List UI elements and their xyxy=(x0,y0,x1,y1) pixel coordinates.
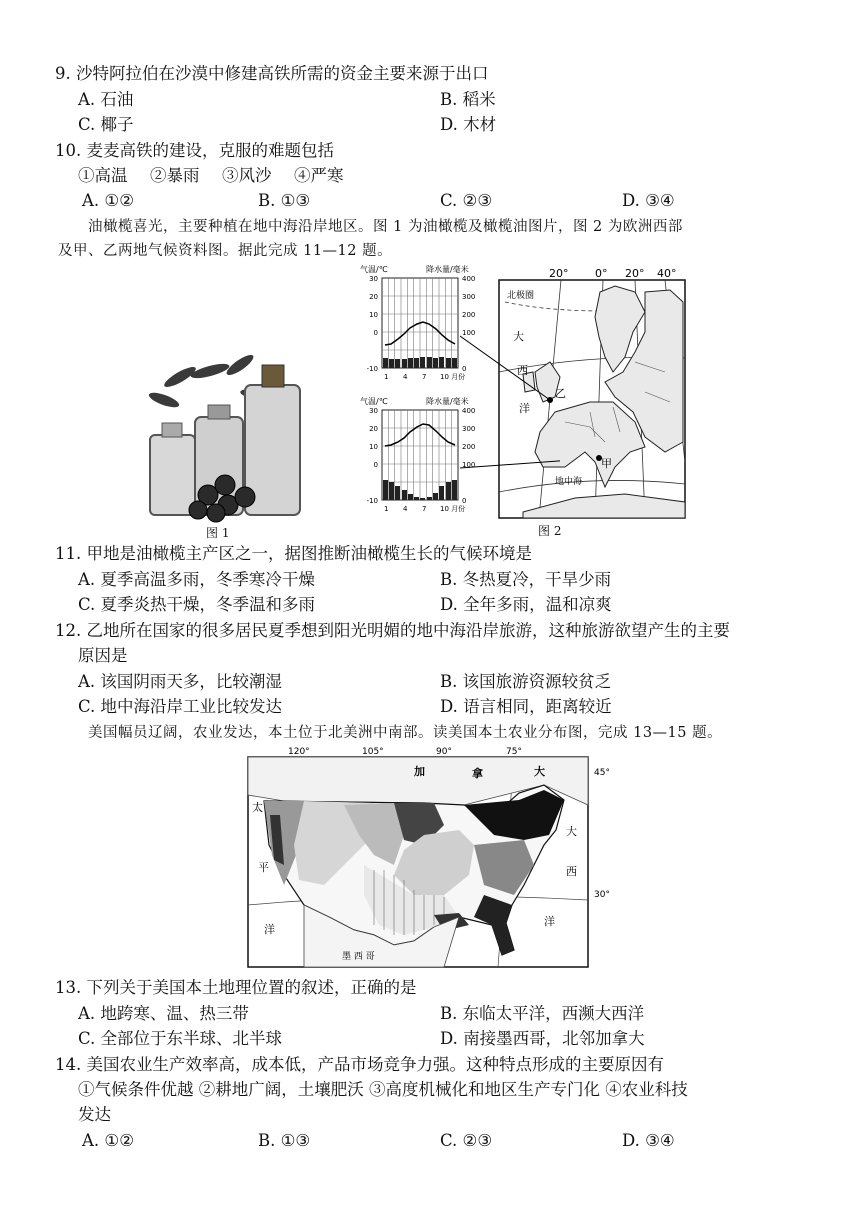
q13-option-a: A. 地跨寒、温、热三带 xyxy=(78,1004,249,1023)
climate-lower-precip-label: 降水量/毫米 xyxy=(426,397,469,406)
svg-text:墨 西 哥: 墨 西 哥 xyxy=(342,952,375,962)
svg-text:30: 30 xyxy=(369,275,378,283)
svg-text:平: 平 xyxy=(258,861,269,874)
svg-text:1: 1 xyxy=(384,373,389,381)
q10-sub-4: ④严寒 xyxy=(294,166,344,185)
q9-option-a: A. 石油 xyxy=(78,90,134,109)
svg-text:大: 大 xyxy=(513,330,524,343)
q11-option-a: A. 夏季高温多雨，冬季寒冷干燥 xyxy=(78,570,315,589)
q14-sub-line1: ①气候条件优越 ②耕地广阔，土壤肥沃 ③高度机械化和地区生产专门化 ④农业科技 xyxy=(78,1080,688,1099)
svg-text:地中海: 地中海 xyxy=(555,477,583,487)
svg-text:0: 0 xyxy=(373,329,378,337)
q9-stem: 9. 沙特阿拉伯在沙漠中修建高铁所需的资金主要来源于出口 xyxy=(55,64,489,83)
svg-text:100: 100 xyxy=(462,329,476,337)
svg-text:甲: 甲 xyxy=(601,457,612,470)
svg-text:10: 10 xyxy=(369,443,378,451)
climate-upper-temp-label: 气温/℃ xyxy=(360,265,388,274)
svg-text:75°: 75° xyxy=(506,747,522,757)
svg-text:400: 400 xyxy=(462,407,476,415)
svg-text:20: 20 xyxy=(369,293,378,301)
svg-text:90°: 90° xyxy=(436,747,452,757)
svg-text:洋: 洋 xyxy=(264,923,275,936)
climate-upper-precip-label: 降水量/毫米 xyxy=(426,265,469,274)
q10-sub-1: ①高温 xyxy=(78,166,128,185)
svg-text:洋: 洋 xyxy=(519,402,530,415)
q10-option-d: D. ③④ xyxy=(622,191,675,210)
svg-text:北极圈: 北极圈 xyxy=(507,291,535,301)
q10-stem: 10. 麦麦高铁的建设，克服的难题包括 xyxy=(55,141,334,160)
svg-text:300: 300 xyxy=(462,425,476,433)
q11-option-d: D. 全年多雨，温和凉爽 xyxy=(440,595,612,614)
svg-text:西: 西 xyxy=(566,865,577,878)
svg-text:7: 7 xyxy=(422,505,427,513)
figure1-caption: 图 1 xyxy=(206,526,230,540)
svg-text:20: 20 xyxy=(369,425,378,433)
q14-option-c: C. ②③ xyxy=(440,1131,493,1150)
svg-text:0°: 0° xyxy=(595,267,608,280)
svg-text:0: 0 xyxy=(462,497,467,505)
q11-stem: 11. 甲地是油橄榄主产区之一，据图推断油橄榄生长的气候环境是 xyxy=(55,544,532,563)
q13-stem: 13. 下列关于美国本土地理位置的叙述，正确的是 xyxy=(55,978,417,997)
svg-text:45°: 45° xyxy=(594,768,610,778)
svg-text:40°: 40° xyxy=(657,267,677,280)
svg-text:10: 10 xyxy=(369,311,378,319)
svg-text:1: 1 xyxy=(384,505,389,513)
svg-text:30: 30 xyxy=(369,407,378,415)
svg-text:7: 7 xyxy=(422,373,427,381)
svg-text:105°: 105° xyxy=(362,747,384,757)
q14-option-a: A. ①② xyxy=(82,1131,134,1150)
climate-lower-temp-label: 气温/℃ xyxy=(360,397,388,406)
q14-sub-line2: 发达 xyxy=(78,1105,111,1124)
figure1-olive-photo xyxy=(140,355,320,525)
svg-text:-10: -10 xyxy=(366,497,378,505)
intro-olive-line2: 及甲、乙两地气候资料图。据此完成 11—12 题。 xyxy=(58,243,393,259)
q9-option-c: C. 椰子 xyxy=(78,115,134,134)
svg-text:20°: 20° xyxy=(625,267,645,280)
q12-option-d: D. 语言相同，距离较近 xyxy=(440,697,612,716)
svg-text:4: 4 xyxy=(403,373,408,381)
q10-sub-3: ③风沙 xyxy=(222,166,272,185)
q10-option-a: A. ①② xyxy=(82,191,134,210)
intro-usa: 美国幅员辽阔，农业发达，本土位于北美洲中南部。读美国本土农业分布图，完成 13—15 题。 xyxy=(88,725,723,741)
q11-option-c: C. 夏季炎热干燥，冬季温和多雨 xyxy=(78,595,316,614)
chart-pointer-lines xyxy=(460,330,560,480)
svg-text:10 月份: 10 月份 xyxy=(440,505,466,513)
q12-option-b: B. 该国旅游资源较贫乏 xyxy=(440,672,612,691)
svg-text:太: 太 xyxy=(252,801,263,814)
svg-text:300: 300 xyxy=(462,293,476,301)
svg-text:20°: 20° xyxy=(549,267,569,280)
usa-agriculture-map xyxy=(244,745,624,970)
q14-option-d: D. ③④ xyxy=(622,1131,675,1150)
q9-option-d: D. 木材 xyxy=(440,115,497,134)
figure2-caption: 图 2 xyxy=(538,524,562,538)
q10-option-b: B. ①③ xyxy=(258,191,311,210)
q11-option-b: B. 冬热夏冷，干旱少雨 xyxy=(440,570,612,589)
svg-text:30°: 30° xyxy=(594,890,610,900)
q9-option-b: B. 稻米 xyxy=(440,90,496,109)
q12-stem-line2: 原因是 xyxy=(78,646,128,665)
svg-text:200: 200 xyxy=(462,443,476,451)
q12-option-a: A. 该国阴雨天多，比较潮湿 xyxy=(78,672,282,691)
svg-text:大: 大 xyxy=(566,825,577,838)
q12-option-c: C. 地中海沿岸工业比较发达 xyxy=(78,697,283,716)
q13-option-d: D. 南接墨西哥，北邻加拿大 xyxy=(440,1029,645,1048)
svg-text:加: 加 xyxy=(414,765,425,778)
svg-text:100: 100 xyxy=(462,461,476,469)
intro-olive-line1: 油橄榄喜光，主要种植在地中海沿岸地区。图 1 为油橄榄及橄榄油图片，图 2 为欧洲西部 xyxy=(88,219,683,235)
svg-text:4: 4 xyxy=(403,505,408,513)
svg-text:西: 西 xyxy=(517,364,528,377)
svg-text:-10: -10 xyxy=(366,365,378,373)
q14-stem: 14. 美国农业生产效率高，成本低，产品市场竞争力强。这种特点形成的主要原因有 xyxy=(55,1055,664,1074)
q10-option-c: C. ②③ xyxy=(440,191,493,210)
q14-option-b: B. ①③ xyxy=(258,1131,311,1150)
q12-stem-line1: 12. 乙地所在国家的很多居民夏季想到阳光明媚的地中海沿岸旅游，这种旅游欲望产生的主要 xyxy=(55,621,730,640)
svg-text:乙: 乙 xyxy=(555,387,566,400)
q13-option-b: B. 东临太平洋，西濒大西洋 xyxy=(440,1004,645,1023)
svg-text:400: 400 xyxy=(462,275,476,283)
svg-text:洋: 洋 xyxy=(544,915,555,928)
svg-text:0: 0 xyxy=(462,365,467,373)
q10-sub-2: ②暴雨 xyxy=(150,166,200,185)
svg-text:200: 200 xyxy=(462,311,476,319)
svg-text:120°: 120° xyxy=(288,747,310,757)
q13-option-c: C. 全部位于东半球、北半球 xyxy=(78,1029,283,1048)
svg-text:10 月份: 10 月份 xyxy=(440,373,466,381)
svg-text:0: 0 xyxy=(373,461,378,469)
svg-text:大: 大 xyxy=(534,765,545,778)
svg-text:拿: 拿 xyxy=(472,767,483,780)
